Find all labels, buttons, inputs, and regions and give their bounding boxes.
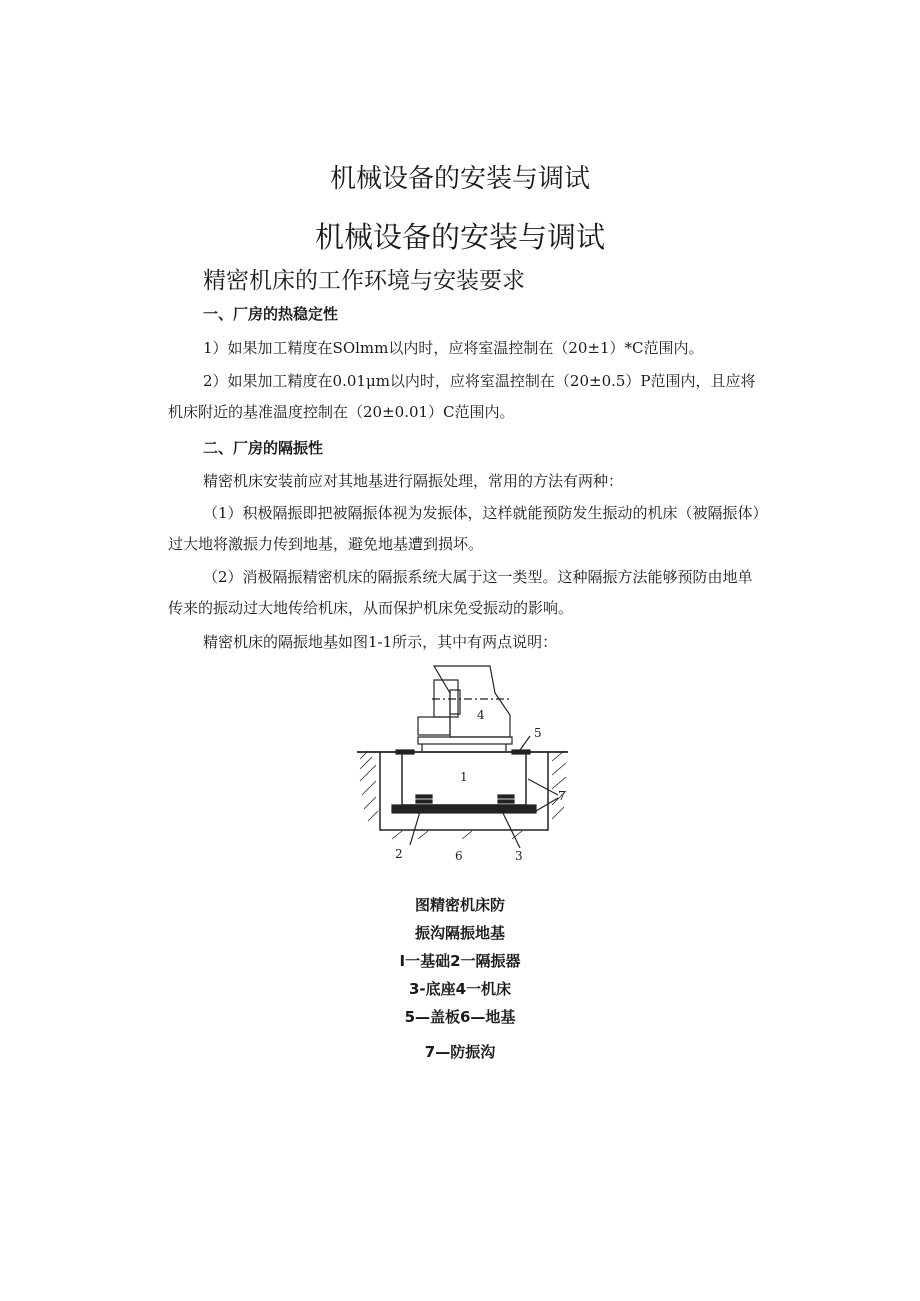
figure-caption-line-5: 5—盖板6—地基 <box>404 1008 516 1026</box>
paragraph-vibration-4-text: 精密机床的隔振地基如图1-1所示，其中有两点说明： <box>203 633 558 651</box>
figure-label-4: 4 <box>477 708 485 722</box>
paragraph-vibration-4 <box>168 627 764 658</box>
paragraph-thermal-2 <box>168 366 764 428</box>
vibration-isolation-foundation-figure <box>352 655 577 865</box>
figure-caption-line-3: I一基础2一隔振器 <box>399 952 521 970</box>
section-heading-thermal: 一、厂房的热稳定性 <box>203 305 339 323</box>
figure-label-2: 2 <box>395 847 403 861</box>
paragraph-vibration-1 <box>168 466 764 497</box>
paragraph-vibration-2-text: （1）积极隔振即把被隔振体视为发振体，这样就能预防发生振动的机床（被隔振体）过大地将激振力传到地基，避免地基遭到损坏。 <box>168 504 761 553</box>
section-heading-vibration: 二、厂房的隔振性 <box>203 439 324 457</box>
isolator-right <box>498 795 514 803</box>
isolator-left <box>416 795 432 803</box>
figure-caption-line-1: 图精密机床防 <box>414 896 505 914</box>
document-subtitle: 精密机床的工作环境与安装要求 <box>203 268 525 294</box>
document-title-top: 机械设备的安装与调试 <box>329 164 590 194</box>
machine-base <box>418 737 512 744</box>
figure-label-6: 6 <box>455 849 463 863</box>
paragraph-vibration-2 <box>168 498 764 560</box>
paragraph-thermal-2-text: 2）如果加工精度在0.01μm以内时，应将室温控制在（20±0.5）P范围内，且应将机床附近的基准温度控制在（20±0.01）C范围内。 <box>168 372 756 421</box>
document-title-main: 机械设备的安装与调试 <box>314 220 605 254</box>
paragraph-thermal-1 <box>168 333 764 364</box>
machine-column <box>434 666 510 737</box>
machine-table <box>418 717 450 735</box>
paragraph-vibration-3 <box>168 562 764 624</box>
figure-label-5: 5 <box>534 726 542 740</box>
figure-label-1: 1 <box>460 770 468 784</box>
paragraph-thermal-1-text: 1）如果加工精度在SOlmm以内时，应将室温控制在（20±1）*C范围内。 <box>203 339 704 357</box>
figure-label-3: 3 <box>515 849 523 863</box>
figure-caption-line-2: 振沟隔振地基 <box>414 924 505 942</box>
paragraph-vibration-3-text: （2）消极隔振精密机床的隔振系统大属于这一类型。这种隔振方法能够预防由地单传来的振动过大地传给机床，从而保护机床免受振动的影响。 <box>168 568 753 617</box>
figure-label-7: 7 <box>558 789 566 803</box>
figure-caption-line-6: 7—防振沟 <box>424 1043 496 1061</box>
paragraph-vibration-1-text: 精密机床安装前应对其地基进行隔振处理，常用的方法有两种： <box>203 472 624 490</box>
figure-caption-line-4: 3-底座4一机床 <box>408 980 512 998</box>
